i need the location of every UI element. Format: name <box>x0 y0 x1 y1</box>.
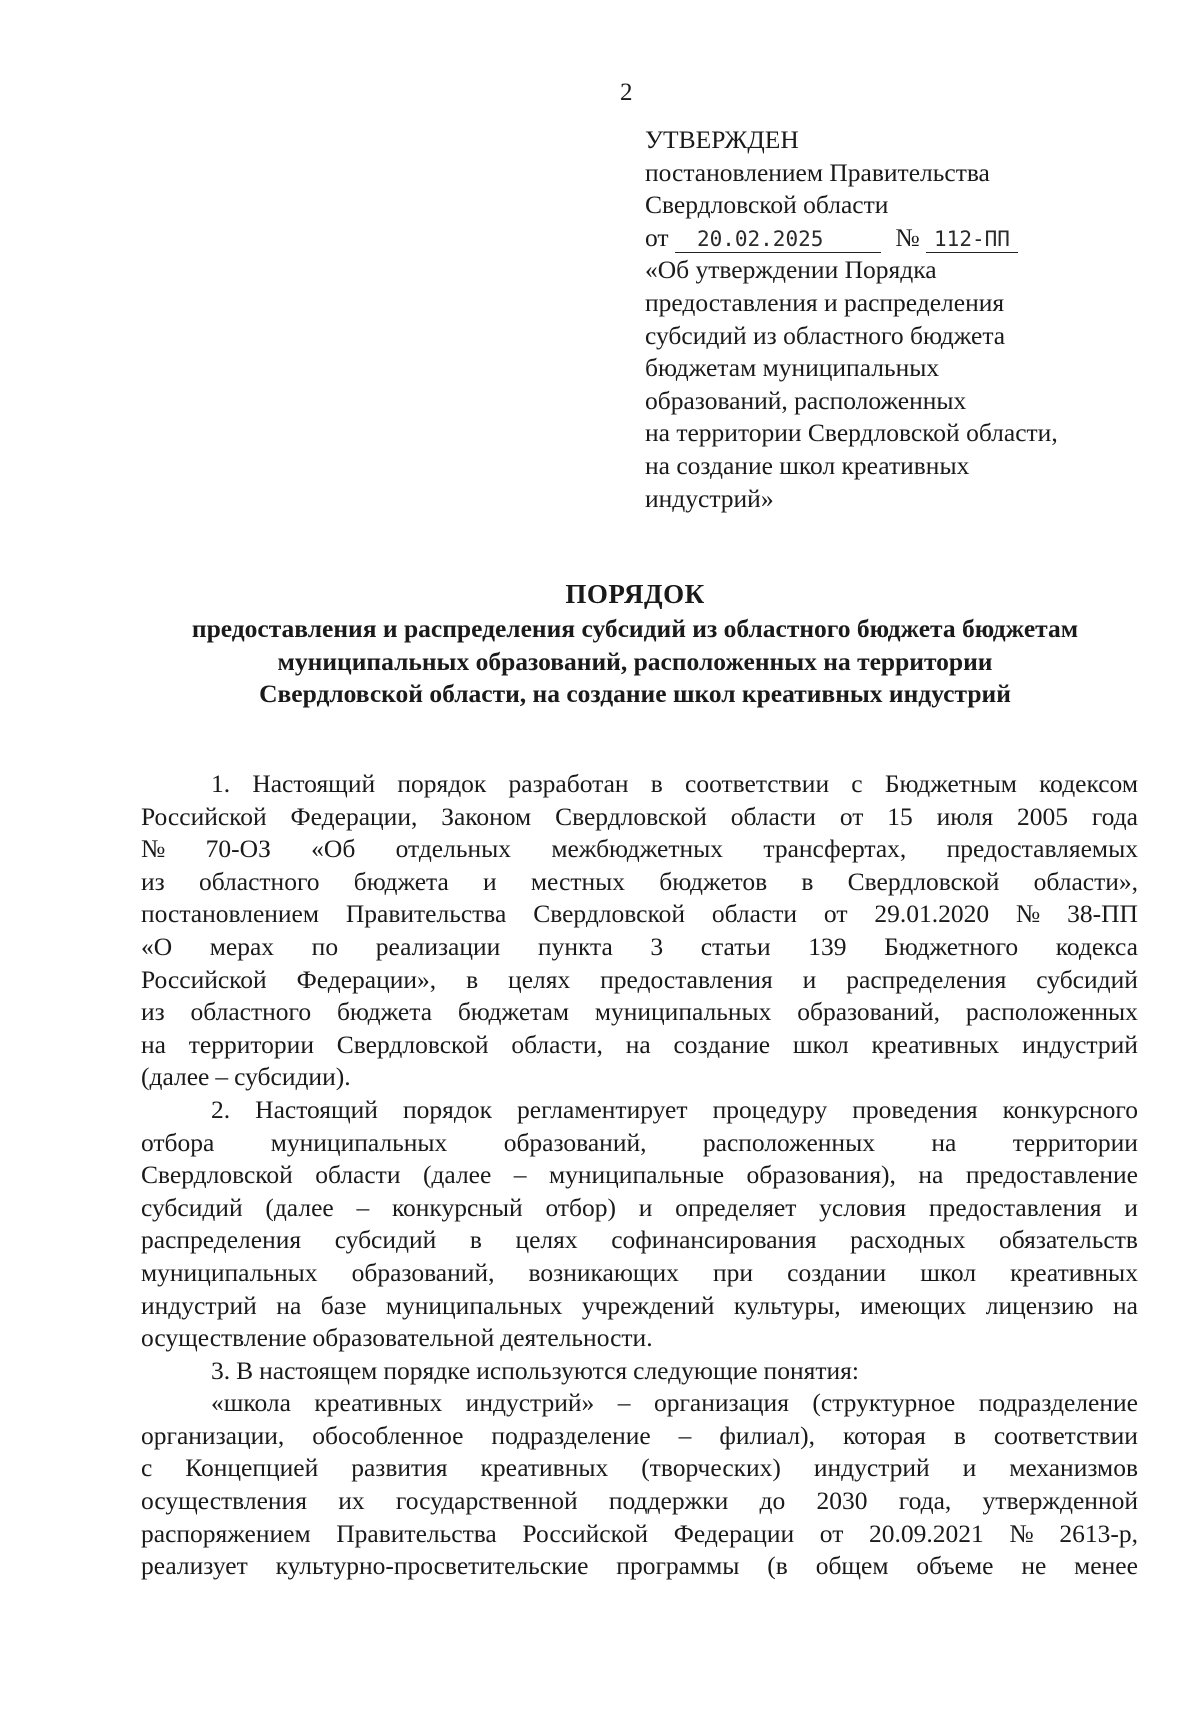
body-line <box>141 898 1138 931</box>
approval-date-line <box>645 222 1165 255</box>
body-word: лицензию <box>985 1290 1094 1320</box>
body-word: процедуру <box>712 1094 828 1124</box>
body-word: деятельности. <box>500 1323 653 1353</box>
body-word: и <box>802 964 817 994</box>
body-word: года <box>1091 801 1138 831</box>
body-word: на <box>625 1029 651 1059</box>
body-word: индустрий <box>813 1453 930 1483</box>
body-word: кодекса <box>1055 931 1138 961</box>
body-word: субсидий <box>1036 964 1138 994</box>
body-word: Настоящий <box>252 769 376 798</box>
body-word: области <box>315 1160 401 1190</box>
body-word: предоставляемых <box>946 834 1138 864</box>
body-word: расходных <box>850 1225 966 1255</box>
body-word: настоящем <box>259 1355 378 1385</box>
body-word: конкурсного <box>1002 1094 1138 1124</box>
body-word: распределения <box>846 964 1007 994</box>
body-line <box>141 833 1138 866</box>
body-word: бюджета <box>353 866 449 896</box>
body-line <box>141 1550 1138 1583</box>
body-word: Российской <box>141 801 267 831</box>
body-word: культуры, <box>733 1290 841 1320</box>
approval-title-line: образований, расположенных <box>645 385 967 415</box>
body-word: – <box>513 1160 527 1190</box>
body-word: базе <box>320 1290 367 1320</box>
body-word: креативных <box>314 1388 443 1418</box>
body-word: распоряжением <box>141 1518 311 1548</box>
body-word: Бюджетного <box>884 931 1019 961</box>
body-line <box>141 1420 1138 1453</box>
body-word: соответствии <box>685 769 830 798</box>
subtitle-line: предоставления и распределения субсидий из областного бюджета бюджетам <box>191 614 1079 643</box>
body-line <box>141 1094 1138 1127</box>
body-line <box>141 1290 1138 1323</box>
body-word: в <box>469 1225 482 1255</box>
body-line <box>141 1159 1138 1192</box>
body-word: общем <box>815 1551 889 1581</box>
body-word: реализации <box>375 931 501 961</box>
body-word: предоставление <box>965 1160 1138 1190</box>
body-word: территории <box>1012 1127 1138 1157</box>
body-word: Правительства <box>345 899 507 929</box>
body-word: от <box>819 1518 844 1548</box>
body-word: муниципальных <box>594 997 772 1027</box>
body-word: расположенных <box>702 1127 875 1157</box>
body-word: Российской <box>522 1518 649 1548</box>
body-word: имеющих <box>860 1290 967 1320</box>
body-word: года, <box>898 1486 952 1516</box>
date-value: 20.02.2025 <box>696 226 824 251</box>
body-word: бюджетов <box>659 866 768 896</box>
body-line <box>141 1257 1138 1290</box>
body-word: порядок <box>403 1094 492 1124</box>
body-word: развития <box>351 1453 448 1483</box>
body-word: 15 <box>887 801 913 831</box>
body-word: из <box>141 866 165 896</box>
body-word: софинансирования <box>611 1225 817 1255</box>
body-word: областного <box>198 866 320 896</box>
body-word: создание <box>673 1029 771 1059</box>
number-field <box>926 225 1018 253</box>
body-word: на <box>931 1127 957 1157</box>
body-word: целях <box>508 964 571 994</box>
body-word: Законом <box>441 801 532 831</box>
body-word: механизмов <box>1009 1453 1138 1483</box>
body-word: утвержденной <box>982 1486 1138 1516</box>
body-word: их <box>338 1486 365 1516</box>
body-word: проведения <box>852 1094 978 1124</box>
body-word: 2613-р, <box>1059 1518 1138 1548</box>
body-word: Федерации <box>673 1518 795 1548</box>
body-word: – <box>678 1420 692 1450</box>
body-word: – <box>617 1388 631 1418</box>
body-word: школ <box>920 1257 977 1287</box>
body-line <box>141 1355 1138 1388</box>
body-word: объеме <box>916 1551 994 1581</box>
body-word: креативных <box>1010 1257 1138 1287</box>
document-heading <box>130 578 1140 711</box>
body-word: – <box>356 1192 370 1222</box>
date-prefix: от <box>645 222 669 252</box>
body-word: на <box>141 1029 166 1059</box>
body-word: образований, <box>797 997 941 1027</box>
body-word: Правительства <box>336 1518 497 1548</box>
body-word: и <box>638 1192 653 1222</box>
body-word: с <box>141 1453 153 1483</box>
body-word: и <box>483 866 497 896</box>
body-word: Федерации, <box>290 801 418 831</box>
body-word: № <box>141 834 166 864</box>
body-word: бюджета <box>336 997 433 1027</box>
body-word: Свердловской <box>555 801 707 831</box>
body-word: Федерации», <box>296 964 437 994</box>
body-word: (творческих) <box>641 1453 781 1483</box>
body-word: от <box>823 899 848 929</box>
body-word: индустрий» <box>465 1388 595 1418</box>
approval-title-line: предоставления и распределения <box>645 287 1005 317</box>
body-word: 2030 <box>816 1486 868 1516</box>
body-word: территории <box>188 1029 314 1059</box>
body-word: организация <box>653 1388 789 1418</box>
body-word: 38-ПП <box>1067 899 1138 929</box>
body-line <box>141 1322 1138 1355</box>
body-word: областного <box>190 997 312 1027</box>
document-subtitle <box>130 613 1140 711</box>
body-word: следующие <box>633 1355 758 1385</box>
body-word: порядок <box>397 769 487 798</box>
body-word: Свердловской <box>533 899 685 929</box>
body-line <box>141 996 1138 1029</box>
body-word: не <box>1021 1551 1047 1581</box>
body-word: (далее <box>265 1192 334 1222</box>
body-word: 3 <box>650 931 664 961</box>
document-body <box>141 768 1138 1583</box>
body-word: организации, <box>141 1420 285 1450</box>
body-word: осуществления <box>141 1486 307 1516</box>
body-word: соответствии <box>993 1420 1138 1450</box>
body-word: 20.09.2021 <box>868 1518 984 1548</box>
body-word: на <box>1112 1290 1138 1320</box>
body-word: которая <box>842 1420 926 1450</box>
subtitle-line: Свердловской области, на создание школ креативных индустрий <box>259 679 1011 709</box>
approval-title-line: бюджетам муниципальных <box>645 353 940 383</box>
body-word: Настоящий <box>255 1094 378 1124</box>
body-line <box>141 1061 1138 1094</box>
body-line <box>141 931 1138 964</box>
body-line <box>141 801 1138 834</box>
body-word: области <box>711 899 798 929</box>
body-word: культурно-просветительские <box>275 1551 589 1581</box>
body-word: пункта <box>537 931 613 961</box>
body-word: субсидий <box>334 1225 437 1255</box>
body-word: 1. <box>211 769 231 798</box>
body-word: субсидий <box>141 1192 243 1222</box>
body-word: креативных <box>480 1453 609 1483</box>
body-word: индустрий <box>1022 1029 1138 1059</box>
body-word: области», <box>1033 866 1138 896</box>
body-word: школ <box>792 1029 849 1059</box>
body-line <box>141 1224 1138 1257</box>
body-word: осуществление <box>141 1323 307 1353</box>
body-word: В <box>236 1355 254 1385</box>
body-word: 139 <box>808 931 847 961</box>
body-word: менее <box>1074 1551 1138 1581</box>
body-word: креативных <box>871 1029 1000 1059</box>
approval-title-line: на создание школ креативных <box>645 450 970 480</box>
body-word: подразделение <box>978 1388 1138 1418</box>
body-word: 2. <box>211 1094 231 1124</box>
body-word: (структурное <box>812 1388 956 1418</box>
approval-title-line: субсидий из областного бюджета <box>645 320 1006 350</box>
body-word: – <box>215 1062 229 1092</box>
body-word: (далее <box>422 1160 492 1190</box>
body-word: порядке <box>383 1355 471 1385</box>
body-word: отбор) <box>545 1192 616 1222</box>
body-word: регламентирует <box>517 1094 688 1124</box>
body-word: кодексом <box>1039 769 1138 798</box>
body-word: образовательной <box>312 1323 495 1353</box>
body-word: от <box>839 801 864 831</box>
body-word: Концепцией <box>185 1453 319 1483</box>
body-word: образований, <box>351 1257 495 1287</box>
body-word: предоставления <box>600 964 773 994</box>
body-word: обязательств <box>999 1225 1138 1255</box>
body-word: местных <box>530 866 626 896</box>
body-word: отдельных <box>395 834 512 864</box>
number-prefix: № <box>895 222 920 252</box>
body-word: в <box>801 866 814 896</box>
body-word: статьи <box>700 931 771 961</box>
body-line <box>141 1485 1138 1518</box>
body-word: на <box>918 1160 944 1190</box>
body-word: в <box>953 1420 966 1450</box>
body-line <box>141 1387 1138 1420</box>
body-word: образования), <box>746 1160 896 1190</box>
body-word: на <box>276 1290 302 1320</box>
body-word: условия <box>819 1192 907 1222</box>
body-word: обособленное <box>312 1420 464 1450</box>
body-word: Свердловской <box>847 866 1000 896</box>
body-word: предоставления <box>928 1192 1102 1222</box>
body-word: программы <box>616 1551 740 1581</box>
body-word: индустрий <box>141 1290 257 1320</box>
body-word: июля <box>936 801 994 831</box>
body-word: Свердловской <box>336 1029 489 1059</box>
body-word: 2005 <box>1016 801 1068 831</box>
body-word: субсидии). <box>234 1062 351 1092</box>
approval-title-line: на территории Свердловской области, <box>645 418 1058 448</box>
approval-heading: УТВЕРЖДЕН <box>645 125 799 154</box>
body-word: поддержки <box>608 1486 729 1516</box>
body-line <box>141 964 1138 997</box>
body-word: «О <box>141 931 173 961</box>
body-word: «Об <box>311 834 356 864</box>
body-word: области <box>730 801 816 831</box>
subtitle-line: муниципальных образований, расположенных на территории <box>277 646 993 676</box>
body-word: расположенных <box>965 997 1138 1027</box>
body-word: области, <box>511 1029 603 1059</box>
body-word: постановлением <box>141 899 320 929</box>
number-value: 112-ПП <box>934 226 1010 251</box>
approval-line: постановлением Правительства <box>645 157 990 187</box>
body-word: № <box>1009 1518 1034 1548</box>
body-word: муниципальных <box>141 1257 318 1287</box>
body-line <box>141 768 1138 801</box>
body-word: 3. <box>211 1355 231 1385</box>
approval-line: Свердловской области <box>645 190 889 220</box>
approval-title-line: «Об утверждении Порядка <box>645 255 937 285</box>
body-word: Бюджетным <box>884 769 1017 798</box>
body-word: в <box>650 769 663 798</box>
body-word: учреждений <box>581 1290 715 1320</box>
body-word: возникающих <box>528 1257 679 1287</box>
body-word: «школа <box>211 1388 291 1418</box>
body-word: подразделение <box>491 1420 651 1450</box>
body-word: из <box>141 997 165 1027</box>
body-word: конкурсный <box>391 1192 523 1222</box>
body-word: муниципальных <box>270 1127 448 1157</box>
body-word: Российской <box>141 964 267 994</box>
page-number: 2 <box>620 79 633 106</box>
body-word: Свердловской <box>141 1160 293 1190</box>
body-word: распределения <box>141 1225 302 1255</box>
body-word: 70-ОЗ <box>205 834 271 864</box>
body-word: государственной <box>395 1486 578 1516</box>
body-line <box>141 1192 1138 1225</box>
body-word: бюджетам <box>457 997 570 1027</box>
body-word: муниципальных <box>385 1290 563 1320</box>
body-word: при <box>713 1257 754 1287</box>
body-word: создании <box>787 1257 887 1287</box>
document-title: ПОРЯДОК <box>565 579 705 609</box>
body-line <box>141 1029 1138 1062</box>
body-word: по <box>311 931 339 961</box>
body-line <box>141 1518 1138 1551</box>
body-word: межбюджетных <box>551 834 724 864</box>
body-line <box>141 1127 1138 1160</box>
body-word: муниципальные <box>548 1160 725 1190</box>
body-word: в <box>466 964 479 994</box>
body-word: трансфертах, <box>763 834 907 864</box>
body-word: с <box>851 769 863 798</box>
body-word: отбора <box>141 1127 215 1157</box>
body-line <box>141 866 1138 899</box>
body-word: № <box>1015 899 1041 929</box>
date-field <box>675 225 881 253</box>
body-word: используются <box>476 1355 628 1385</box>
body-word: образований, <box>503 1127 647 1157</box>
body-word: целях <box>515 1225 578 1255</box>
body-word: мерах <box>209 931 275 961</box>
body-word: и <box>962 1453 977 1483</box>
body-word: (далее <box>141 1062 210 1092</box>
body-word: филиал), <box>719 1420 816 1450</box>
body-word: до <box>759 1486 786 1516</box>
approval-title-line: индустрий» <box>645 483 774 513</box>
body-word: и <box>1124 1192 1138 1222</box>
body-word: определяет <box>675 1192 797 1222</box>
approval-stamp <box>645 124 1165 515</box>
body-word: понятия: <box>763 1355 859 1385</box>
body-word: разработан <box>508 769 629 798</box>
body-word: реализует <box>141 1551 248 1581</box>
body-word: (в <box>767 1551 788 1581</box>
body-word: 29.01.2020 <box>874 899 990 929</box>
body-line <box>141 1452 1138 1485</box>
